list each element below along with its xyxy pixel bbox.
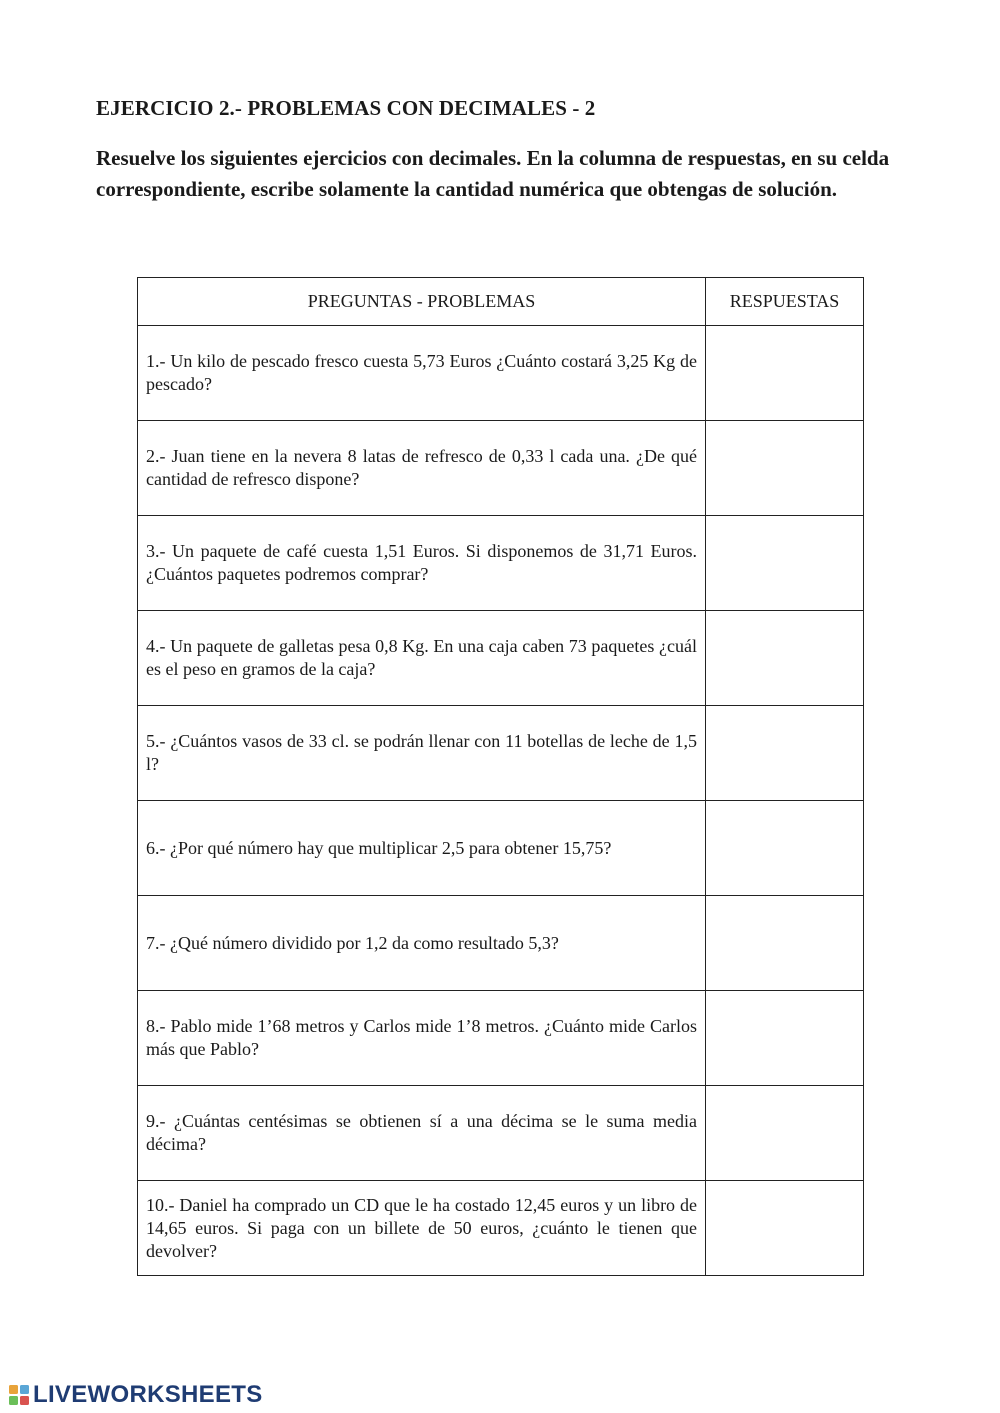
answer-input-3[interactable] bbox=[706, 516, 863, 610]
table-row bbox=[138, 1086, 864, 1181]
answer-cell-8[interactable] bbox=[706, 991, 864, 1086]
question-cell-4: 4.- Un paquete de galletas pesa 0,8 Kg. En una caja caben 73 paquetes ¿cuál es el peso en gramos de la caja? bbox=[138, 611, 706, 706]
answer-input-7[interactable] bbox=[706, 896, 863, 990]
problems-table bbox=[137, 277, 864, 1276]
table-row bbox=[138, 801, 864, 896]
question-cell-5: 5.- ¿Cuántos vasos de 33 cl. se podrán llenar con 11 botellas de leche de 1,5 l? bbox=[138, 706, 706, 801]
answer-cell-1[interactable] bbox=[706, 326, 864, 421]
table-header-row bbox=[138, 278, 864, 326]
answer-input-4[interactable] bbox=[706, 611, 863, 705]
answer-input-5[interactable] bbox=[706, 706, 863, 800]
question-cell-7: 7.- ¿Qué número dividido por 1,2 da como resultado 5,3? bbox=[138, 896, 706, 991]
question-cell-2: 2.- Juan tiene en la nevera 8 latas de refresco de 0,33 l cada una. ¿De qué cantidad de refresco dispone? bbox=[138, 421, 706, 516]
answer-cell-10[interactable] bbox=[706, 1181, 864, 1276]
question-cell-10: 10.- Daniel ha comprado un CD que le ha costado 12,45 euros y un libro de 14,65 euros. Si paga con un billete de 50 euros, ¿cuánto le tienen que devolver? bbox=[138, 1181, 706, 1276]
answer-input-9[interactable] bbox=[706, 1086, 863, 1180]
worksheet-instructions: Resuelve los siguientes ejercicios con decimales. En la columna de respuestas, en su celda correspondiente, escribe solamente la cantidad numérica que obtengas de solución. bbox=[96, 146, 890, 201]
table-row bbox=[138, 706, 864, 801]
table-row bbox=[138, 516, 864, 611]
question-cell-1: 1.- Un kilo de pescado fresco cuesta 5,73 Euros ¿Cuánto costará 3,25 Kg de pescado? bbox=[138, 326, 706, 421]
table-row bbox=[138, 1181, 864, 1276]
table-row bbox=[138, 421, 864, 516]
answer-cell-3[interactable] bbox=[706, 516, 864, 611]
question-cell-9: 9.- ¿Cuántas centésimas se obtienen sí a una décima se le suma media décima? bbox=[138, 1086, 706, 1181]
liveworksheets-brand bbox=[8, 1382, 263, 1408]
answers-column-header: RESPUESTAS bbox=[706, 278, 864, 326]
answer-input-2[interactable] bbox=[706, 421, 863, 515]
answer-cell-2[interactable] bbox=[706, 421, 864, 516]
answer-cell-9[interactable] bbox=[706, 1086, 864, 1181]
worksheet-title: EJERCICIO 2.- PROBLEMAS CON DECIMALES - 2 bbox=[96, 96, 596, 120]
answer-cell-4[interactable] bbox=[706, 611, 864, 706]
brand-name: LIVEWORKSHEETS bbox=[33, 1381, 263, 1408]
table-row bbox=[138, 326, 864, 421]
question-cell-8: 8.- Pablo mide 1’68 metros y Carlos mide 1’8 metros. ¿Cuánto mide Carlos más que Pablo? bbox=[138, 991, 706, 1086]
answer-input-1[interactable] bbox=[706, 326, 863, 420]
answer-input-10[interactable] bbox=[706, 1181, 863, 1275]
answer-cell-6[interactable] bbox=[706, 801, 864, 896]
table-row bbox=[138, 991, 864, 1086]
liveworksheets-logo-icon bbox=[8, 1384, 30, 1406]
answer-cell-5[interactable] bbox=[706, 706, 864, 801]
question-cell-3: 3.- Un paquete de café cuesta 1,51 Euros. Si disponemos de 31,71 Euros. ¿Cuántos paquetes podremos comprar? bbox=[138, 516, 706, 611]
answer-input-6[interactable] bbox=[706, 801, 863, 895]
question-cell-6: 6.- ¿Por qué número hay que multiplicar 2,5 para obtener 15,75? bbox=[138, 801, 706, 896]
answer-input-8[interactable] bbox=[706, 991, 863, 1085]
answer-cell-7[interactable] bbox=[706, 896, 864, 991]
questions-column-header: PREGUNTAS - PROBLEMAS bbox=[138, 278, 706, 326]
table-row bbox=[138, 611, 864, 706]
table-row bbox=[138, 896, 864, 991]
